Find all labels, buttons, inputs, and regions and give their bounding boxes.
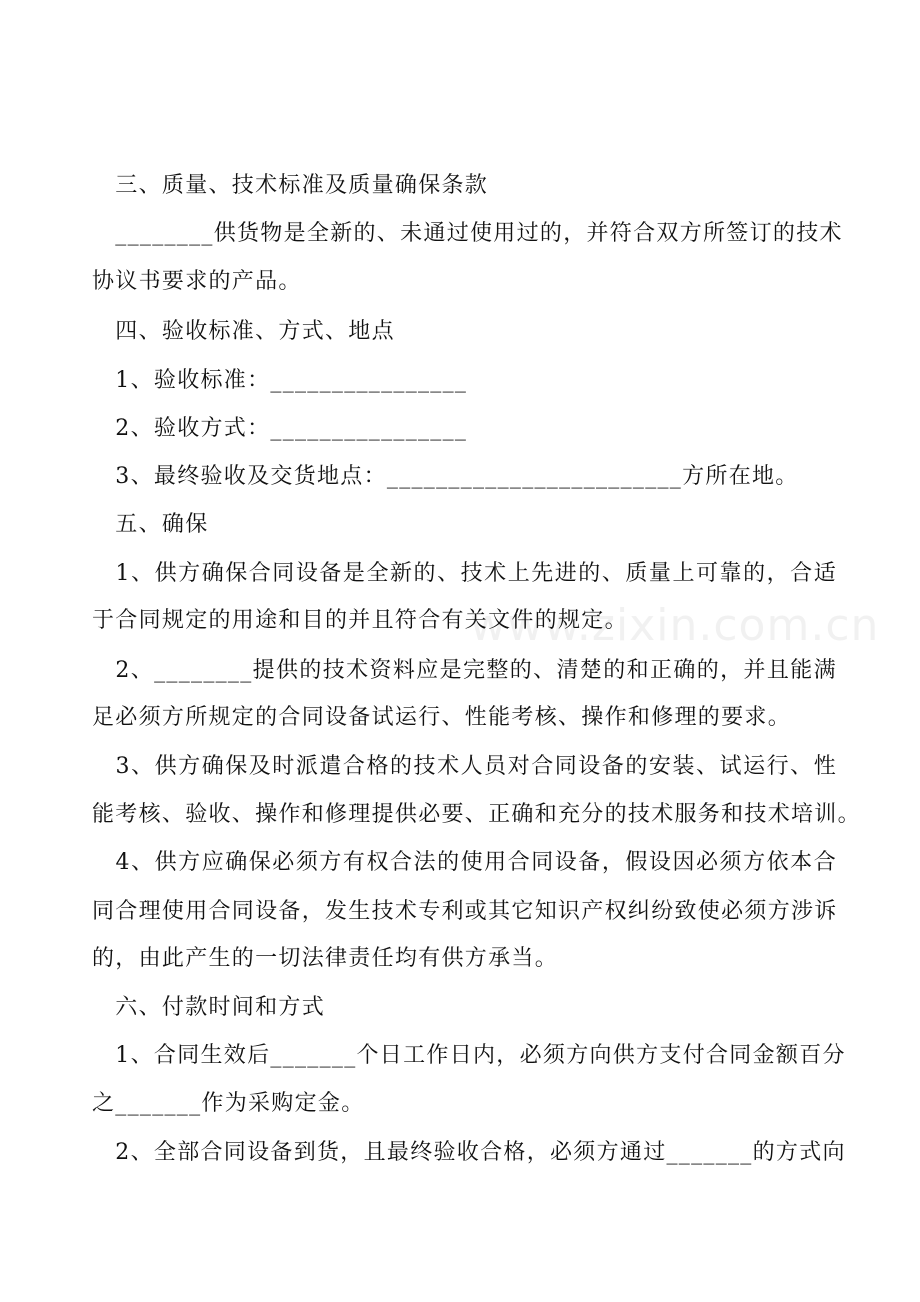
paragraph-line: 1、供方确保合同设备是全新的、技术上先进的、质量上可靠的，合适 xyxy=(92,561,837,586)
section-heading-payment: 六、付款时间和方式 xyxy=(92,995,326,1020)
paragraph-line: 协议书要求的产品。 xyxy=(92,269,302,294)
section-heading-guarantee: 五、确保 xyxy=(92,512,209,537)
paragraph-line: ________供货物是全新的、未通过使用过的，并符合双方所签订的技术 xyxy=(92,221,843,246)
watermark: www.zixin.com.cn xyxy=(470,600,880,651)
acceptance-location-line: 3、最终验收及交货地点：________________________方所在地。 xyxy=(92,464,799,489)
section-heading-acceptance: 四、验收标准、方式、地点 xyxy=(92,319,395,344)
paragraph-line: 之_______作为采购定金。 xyxy=(92,1091,365,1116)
paragraph-line: 足必须方所规定的合同设备试运行、性能考核、操作和修理的要求。 xyxy=(92,705,792,730)
paragraph-line: 能考核、验收、操作和修理提供必要、正确和充分的技术服务和技术培训。 xyxy=(92,802,861,827)
paragraph-line: 同合理使用合同设备，发生技术专利或其它知识产权纠纷致使必须方涉诉 xyxy=(92,899,838,924)
paragraph-line: 4、供方应确保必须方有权合法的使用合同设备，假设因必须方依本合 xyxy=(92,850,837,875)
paragraph-line: 3、供方确保及时派遣合格的技术人员对合同设备的安装、试运行、性 xyxy=(92,754,837,779)
paragraph-line: 2、________提供的技术资料应是完整的、清楚的和正确的，并且能满 xyxy=(92,658,837,683)
paragraph-line: 的，由此产生的一切法律责任均有供方承当。 xyxy=(92,946,559,971)
section-heading-quality: 三、质量、技术标准及质量确保条款 xyxy=(92,173,489,198)
acceptance-standard-line: 1、验收标准：________________ xyxy=(92,368,468,393)
paragraph-line: 2、全部合同设备到货，且最终验收合格，必须方通过_______的方式向 xyxy=(92,1140,846,1165)
paragraph-line: 于合同规定的用途和目的并且符合有关文件的规定。 xyxy=(92,608,628,633)
acceptance-method-line: 2、验收方式：________________ xyxy=(92,416,468,441)
paragraph-line: 1、合同生效后_______个日工作日内，必须方向供方支付合同金额百分 xyxy=(92,1043,846,1068)
